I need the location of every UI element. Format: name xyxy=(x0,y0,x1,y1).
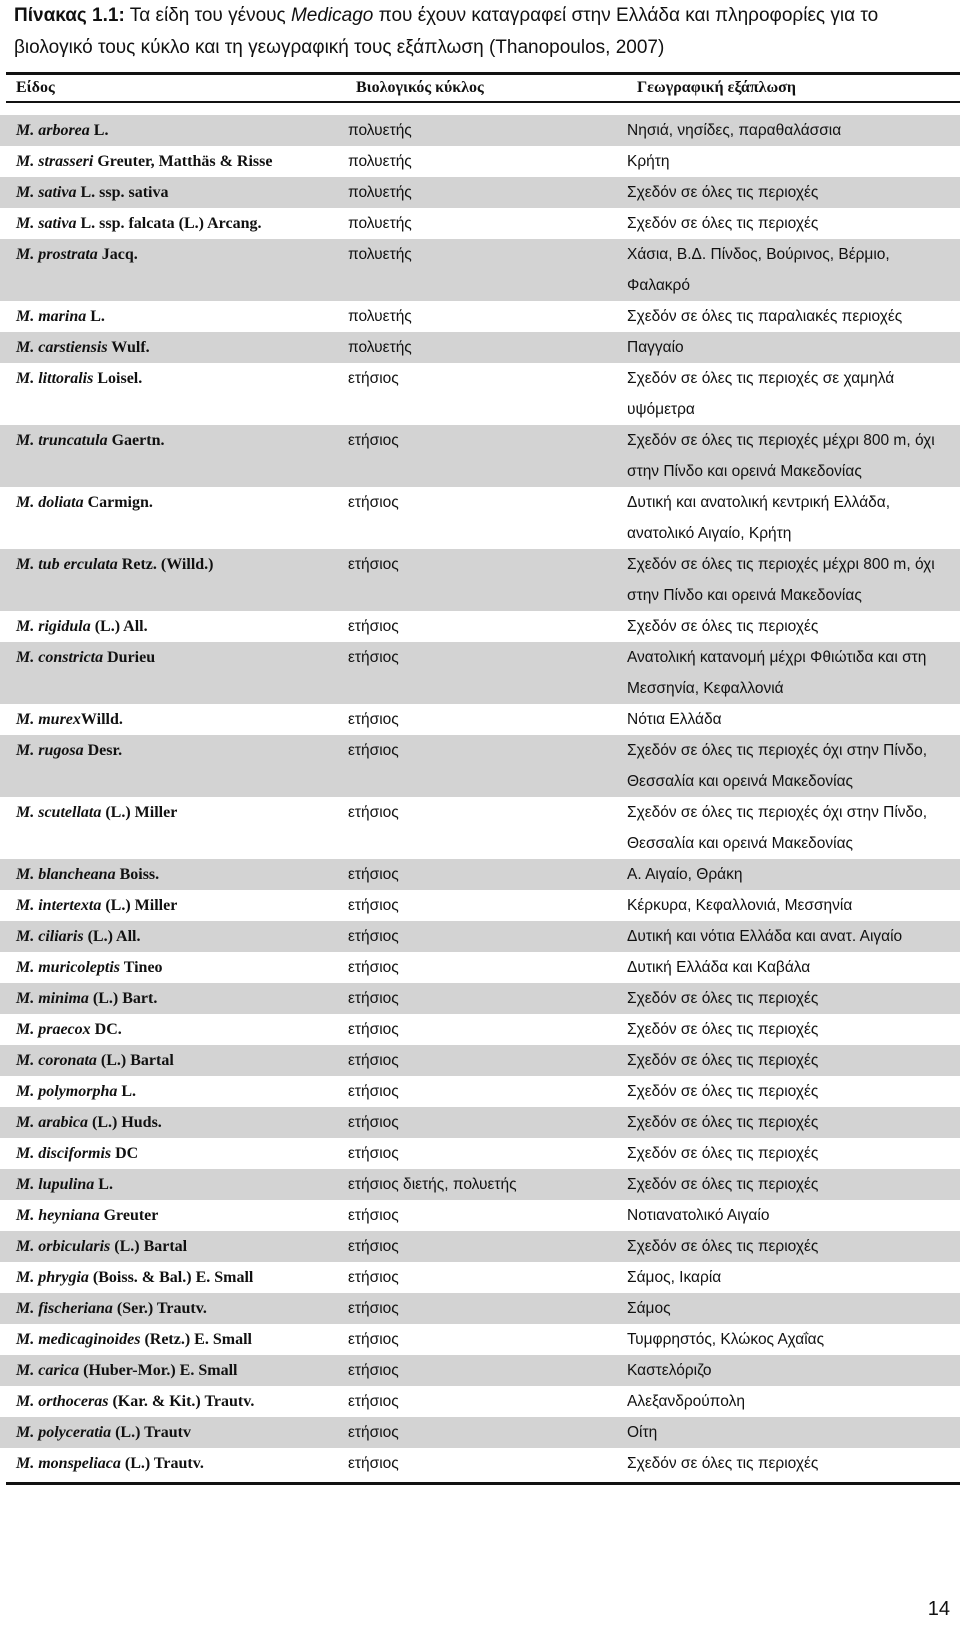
species-authority: L. xyxy=(89,122,109,139)
distribution-cell: Σάμος xyxy=(627,1300,671,1317)
life-cycle-cell: ετήσιος xyxy=(348,1393,399,1410)
table-row xyxy=(0,859,960,890)
species-name: M. muricoleptis xyxy=(16,959,121,976)
species-authority: L. ssp. falcata (L.) Arcang. xyxy=(76,215,262,232)
life-cycle-cell: ετήσιος xyxy=(348,1114,399,1131)
species-authority: Tineo xyxy=(120,959,163,976)
distribution-cell: Κρήτη xyxy=(627,153,670,170)
table-row xyxy=(0,208,960,239)
species-cell xyxy=(16,642,346,673)
species-cell xyxy=(16,1262,346,1293)
species-cell xyxy=(16,1138,346,1169)
species-name: M. murex xyxy=(16,711,81,728)
table-row xyxy=(0,1324,960,1355)
species-cell xyxy=(16,487,346,518)
life-cycle-cell: ετήσιος xyxy=(348,804,399,821)
species-name: M. arabica xyxy=(16,1114,88,1131)
species-name: M. prostrata xyxy=(16,246,98,263)
species-name: M. rugosa xyxy=(16,742,84,759)
life-cycle-cell: ετήσιος xyxy=(348,742,399,759)
species-cell xyxy=(16,208,346,239)
table-row xyxy=(0,1293,960,1324)
life-cycle-cell: ετήσιος xyxy=(348,1300,399,1317)
species-name: M. orthoceras xyxy=(16,1393,109,1410)
species-authority: (Ser.) Trautv. xyxy=(112,1300,207,1317)
species-name: M. constricta xyxy=(16,649,104,666)
table-row xyxy=(0,611,960,642)
species-authority: Carmign. xyxy=(83,494,153,511)
distribution-cell: Χάσια, Β.Δ. Πίνδος, Βούρινος, Βέρμιο, Φαλακρό xyxy=(627,246,890,294)
page-number: 14 xyxy=(927,1598,950,1620)
species-cell xyxy=(16,239,346,270)
species-cell xyxy=(16,1355,346,1386)
species-cell xyxy=(16,146,346,177)
species-cell xyxy=(16,1448,346,1479)
life-cycle-cell: ετήσιος xyxy=(348,1362,399,1379)
distribution-cell: Σχεδόν σε όλες τις περιοχές σε χαμηλά υψόμετρα xyxy=(627,370,895,418)
caption-genus: Medicago xyxy=(290,5,374,26)
species-cell xyxy=(16,1293,346,1324)
species-cell xyxy=(16,797,346,828)
species-authority: (Kar. & Kit.) Trautv. xyxy=(108,1393,255,1410)
life-cycle-cell: πολυετής xyxy=(348,122,412,139)
species-authority: Loisel. xyxy=(93,370,143,387)
species-authority: Greuter, Matthäs & Risse xyxy=(93,153,273,170)
species-name: M. scutellata xyxy=(16,804,102,821)
species-cell xyxy=(16,1417,346,1448)
table-row xyxy=(0,239,960,301)
species-cell xyxy=(16,859,346,890)
life-cycle-cell: ετήσιος xyxy=(348,494,399,511)
species-name: M. intertexta xyxy=(16,897,102,914)
species-authority: Boiss. xyxy=(115,866,160,883)
distribution-cell: Σχεδόν σε όλες τις περιοχές xyxy=(627,618,819,635)
life-cycle-cell: ετήσιος xyxy=(348,711,399,728)
species-authority: (L.) All. xyxy=(83,928,141,945)
species-cell xyxy=(16,1386,346,1417)
species-name: M. disciformis xyxy=(16,1145,112,1162)
table-row xyxy=(0,549,960,611)
species-authority: Jacq. xyxy=(97,246,138,263)
distribution-cell: Δυτική Ελλάδα και Καβάλα xyxy=(627,959,811,976)
species-authority: Durieu xyxy=(103,649,156,666)
table-row xyxy=(0,1386,960,1417)
distribution-cell: Τυμφρηστός, Κλώκος Αχαΐας xyxy=(627,1331,825,1348)
life-cycle-cell: πολυετής xyxy=(348,153,412,170)
distribution-cell: Σχεδόν σε όλες τις περιοχές xyxy=(627,1238,819,1255)
species-authority: (L.) Miller xyxy=(101,804,178,821)
table-row xyxy=(0,301,960,332)
table-row xyxy=(0,1169,960,1200)
distribution-cell: Κέρκυρα, Κεφαλλονιά, Μεσσηνία xyxy=(627,897,853,914)
caption-label: Πίνακας 1.1: xyxy=(14,5,125,26)
species-authority: L. xyxy=(94,1176,113,1193)
species-name: M. sativa xyxy=(16,184,77,201)
species-cell xyxy=(16,1231,346,1262)
life-cycle-cell: ετήσιος xyxy=(348,866,399,883)
species-name: M. doliata xyxy=(16,494,84,511)
distribution-cell: Σχεδόν σε όλες τις περιοχές μέχρι 800 m, όχι στην Πίνδο και ορεινά Μακεδονίας xyxy=(627,556,935,604)
distribution-cell: Δυτική και ανατολική κεντρική Ελλάδα, ανατολικό Αιγαίο, Κρήτη xyxy=(627,494,891,542)
life-cycle-cell: ετήσιος xyxy=(348,370,399,387)
table-row xyxy=(0,1045,960,1076)
life-cycle-cell: ετήσιος xyxy=(348,897,399,914)
species-cell xyxy=(16,1076,346,1107)
table-row xyxy=(0,704,960,735)
table-row xyxy=(0,1076,960,1107)
life-cycle-cell: ετήσιος xyxy=(348,1331,399,1348)
distribution-cell: Σχεδόν σε όλες τις περιοχές όχι στην Πίνδο, Θεσσαλία και ορεινά Μακεδονίας xyxy=(627,804,928,852)
species-cell xyxy=(16,1324,346,1355)
life-cycle-cell: ετήσιος xyxy=(348,1052,399,1069)
species-name: M. tub erculata xyxy=(16,556,118,573)
species-name: M. orbicularis xyxy=(16,1238,111,1255)
species-authority: Greuter xyxy=(99,1207,159,1224)
life-cycle-cell: ετήσιος xyxy=(348,928,399,945)
distribution-cell: Αλεξανδρούπολη xyxy=(627,1393,745,1410)
species-authority: DC xyxy=(111,1145,139,1162)
distribution-cell: Δυτική και νότια Ελλάδα και ανατ. Αιγαίο xyxy=(627,928,903,945)
table-row xyxy=(0,1014,960,1045)
table-row xyxy=(0,177,960,208)
distribution-cell: Σχεδόν σε όλες τις περιοχές όχι στην Πίνδο, Θεσσαλία και ορεινά Μακεδονίας xyxy=(627,742,928,790)
table-row xyxy=(0,487,960,549)
species-authority: L. xyxy=(86,308,105,325)
species-name: M. rigidula xyxy=(16,618,91,635)
species-authority: (L.) Bart. xyxy=(88,990,158,1007)
table-row xyxy=(0,890,960,921)
life-cycle-cell: ετήσιος xyxy=(348,990,399,1007)
caption-text-before: Τα είδη του γένους xyxy=(124,5,291,26)
life-cycle-cell: ετήσιος xyxy=(348,1207,399,1224)
species-authority: Wulf. xyxy=(107,339,150,356)
species-name: M. arborea xyxy=(16,122,90,139)
distribution-cell: Νησιά, νησίδες, παραθαλάσσια xyxy=(627,122,842,139)
table-row xyxy=(0,1231,960,1262)
species-cell xyxy=(16,363,346,394)
distribution-cell: Σχεδόν σε όλες τις περιοχές xyxy=(627,1083,819,1100)
table-row xyxy=(0,952,960,983)
species-authority: (Huber-Mor.) E. Small xyxy=(79,1362,238,1379)
header-species: Είδος xyxy=(16,79,55,96)
species-authority: (L.) Trautv. xyxy=(120,1455,204,1472)
species-cell xyxy=(16,735,346,766)
table-row xyxy=(0,642,960,704)
species-authority: (L.) Miller xyxy=(101,897,178,914)
table-row xyxy=(0,1262,960,1293)
table-row xyxy=(0,363,960,425)
distribution-cell: Σχεδόν σε όλες τις περιοχές xyxy=(627,184,819,201)
life-cycle-cell: ετήσιος διετής, πολυετής xyxy=(348,1176,517,1193)
distribution-cell: Σχεδόν σε όλες τις παραλιακές περιοχές xyxy=(627,308,903,325)
species-authority: (L.) Bartal xyxy=(96,1052,174,1069)
table-row xyxy=(0,735,960,797)
species-cell xyxy=(16,1200,346,1231)
species-cell xyxy=(16,704,346,735)
distribution-cell: Σχεδόν σε όλες τις περιοχές xyxy=(627,1176,819,1193)
species-cell xyxy=(16,1045,346,1076)
species-authority: (Boiss. & Bal.) E. Small xyxy=(88,1269,254,1286)
table-row xyxy=(0,797,960,859)
table-row xyxy=(0,1107,960,1138)
table-row xyxy=(0,1448,960,1479)
life-cycle-cell: ετήσιος xyxy=(348,432,399,449)
distribution-cell: Σχεδόν σε όλες τις περιοχές xyxy=(627,1455,819,1472)
species-name: M. minima xyxy=(16,990,89,1007)
distribution-cell: Σχεδόν σε όλες τις περιοχές xyxy=(627,215,819,232)
species-cell xyxy=(16,1107,346,1138)
species-authority: (L.) Trautv xyxy=(111,1424,191,1441)
distribution-cell: Παγγαίο xyxy=(627,339,684,356)
species-cell xyxy=(16,1014,346,1045)
species-authority: L. ssp. sativa xyxy=(76,184,169,201)
species-cell xyxy=(16,549,346,580)
species-authority: Desr. xyxy=(83,742,123,759)
life-cycle-cell: ετήσιος xyxy=(348,649,399,666)
species-name: M. medicaginoides xyxy=(16,1331,141,1348)
life-cycle-cell: πολυετής xyxy=(348,215,412,232)
header-life-cycle: Βιολογικός κύκλος xyxy=(356,79,484,96)
table-row xyxy=(0,1417,960,1448)
table-row xyxy=(0,1355,960,1386)
distribution-cell: Νοτιανατολικό Αιγαίο xyxy=(627,1207,770,1224)
species-cell xyxy=(16,921,346,952)
distribution-cell: Σχεδόν σε όλες τις περιοχές xyxy=(627,1021,819,1038)
species-cell xyxy=(16,952,346,983)
species-name: M. marina xyxy=(16,308,87,325)
header-distribution: Γεωγραφική εξάπλωση xyxy=(637,79,796,96)
table-bottom-rule xyxy=(6,1482,960,1485)
species-cell xyxy=(16,611,346,642)
species-cell xyxy=(16,301,346,332)
life-cycle-cell: πολυετής xyxy=(348,184,412,201)
species-cell xyxy=(16,425,346,456)
table-row xyxy=(0,115,960,146)
species-name: M. monspeliaca xyxy=(16,1455,121,1472)
life-cycle-cell: ετήσιος xyxy=(348,1269,399,1286)
distribution-cell: Οίτη xyxy=(627,1424,658,1441)
species-authority: (L.) All. xyxy=(90,618,148,635)
species-cell xyxy=(16,332,346,363)
species-authority: DC. xyxy=(90,1021,122,1038)
life-cycle-cell: ετήσιος xyxy=(348,1021,399,1038)
life-cycle-cell: ετήσιος xyxy=(348,1238,399,1255)
species-authority: Gaertn. xyxy=(107,432,165,449)
species-name: M. strasseri xyxy=(16,153,94,170)
species-name: M. ciliaris xyxy=(16,928,84,945)
distribution-cell: Ανατολική κατανομή μέχρι Φθιώτιδα και στη Μεσσηνία, Κεφαλλονιά xyxy=(627,649,927,697)
species-cell xyxy=(16,890,346,921)
table-header-rule xyxy=(6,101,960,103)
species-name: M. polymorpha xyxy=(16,1083,118,1100)
life-cycle-cell: ετήσιος xyxy=(348,1083,399,1100)
caption-text-after: που έχουν καταγραφεί στην Ελλάδα και πληροφορίες για το βιολογικό τους κύκλο και τη γεωγραφική τους εξάπλωση (Thanopoulos, 2007) xyxy=(14,5,879,58)
distribution-cell: Νότια Ελλάδα xyxy=(627,711,722,728)
life-cycle-cell: ετήσιος xyxy=(348,618,399,635)
species-authority: Willd. xyxy=(80,711,123,728)
distribution-cell: Σχεδόν σε όλες τις περιοχές xyxy=(627,990,819,1007)
life-cycle-cell: ετήσιος xyxy=(348,1145,399,1162)
distribution-cell: Σχεδόν σε όλες τις περιοχές μέχρι 800 m, όχι στην Πίνδο και ορεινά Μακεδονίας xyxy=(627,432,935,480)
species-name: M. lupulina xyxy=(16,1176,95,1193)
table-row xyxy=(0,332,960,363)
distribution-cell: Σάμος, Ικαρία xyxy=(627,1269,722,1286)
species-name: M. carstiensis xyxy=(16,339,108,356)
species-authority: L. xyxy=(117,1083,137,1100)
table-row xyxy=(0,425,960,487)
species-cell xyxy=(16,177,346,208)
life-cycle-cell: ετήσιος xyxy=(348,1424,399,1441)
species-name: M. sativa xyxy=(16,215,77,232)
species-name: M. heyniana xyxy=(16,1207,100,1224)
species-cell xyxy=(16,983,346,1014)
species-authority: Retz. (Willd.) xyxy=(117,556,214,573)
species-authority: (Retz.) E. Small xyxy=(140,1331,252,1348)
life-cycle-cell: πολυετής xyxy=(348,308,412,325)
species-name: M. carica xyxy=(16,1362,80,1379)
species-cell xyxy=(16,115,346,146)
species-name: M. praecox xyxy=(16,1021,91,1038)
distribution-cell: Σχεδόν σε όλες τις περιοχές xyxy=(627,1052,819,1069)
species-name: M. blancheana xyxy=(16,866,116,883)
species-name: M. phrygia xyxy=(16,1269,89,1286)
species-name: M. littoralis xyxy=(16,370,94,387)
species-name: M. fischeriana xyxy=(16,1300,113,1317)
table-row xyxy=(0,1138,960,1169)
distribution-cell: Σχεδόν σε όλες τις περιοχές xyxy=(627,1114,819,1131)
species-name: M. polyceratia xyxy=(16,1424,112,1441)
table-caption xyxy=(14,0,944,64)
life-cycle-cell: πολυετής xyxy=(348,339,412,356)
species-cell xyxy=(16,1169,346,1200)
species-authority: (L.) Bartal xyxy=(110,1238,188,1255)
distribution-cell: Α. Αιγαίο, Θράκη xyxy=(627,866,743,883)
life-cycle-cell: πολυετής xyxy=(348,246,412,263)
table-row xyxy=(0,921,960,952)
distribution-cell: Καστελόριζο xyxy=(627,1362,712,1379)
life-cycle-cell: ετήσιος xyxy=(348,1455,399,1472)
table-row xyxy=(0,146,960,177)
species-authority: (L.) Huds. xyxy=(88,1114,162,1131)
table-body xyxy=(0,115,960,1479)
table-row xyxy=(0,1200,960,1231)
life-cycle-cell: ετήσιος xyxy=(348,556,399,573)
life-cycle-cell: ετήσιος xyxy=(348,959,399,976)
distribution-cell: Σχεδόν σε όλες τις περιοχές xyxy=(627,1145,819,1162)
species-name: M. coronata xyxy=(16,1052,97,1069)
table-row xyxy=(0,983,960,1014)
species-name: M. truncatula xyxy=(16,432,108,449)
